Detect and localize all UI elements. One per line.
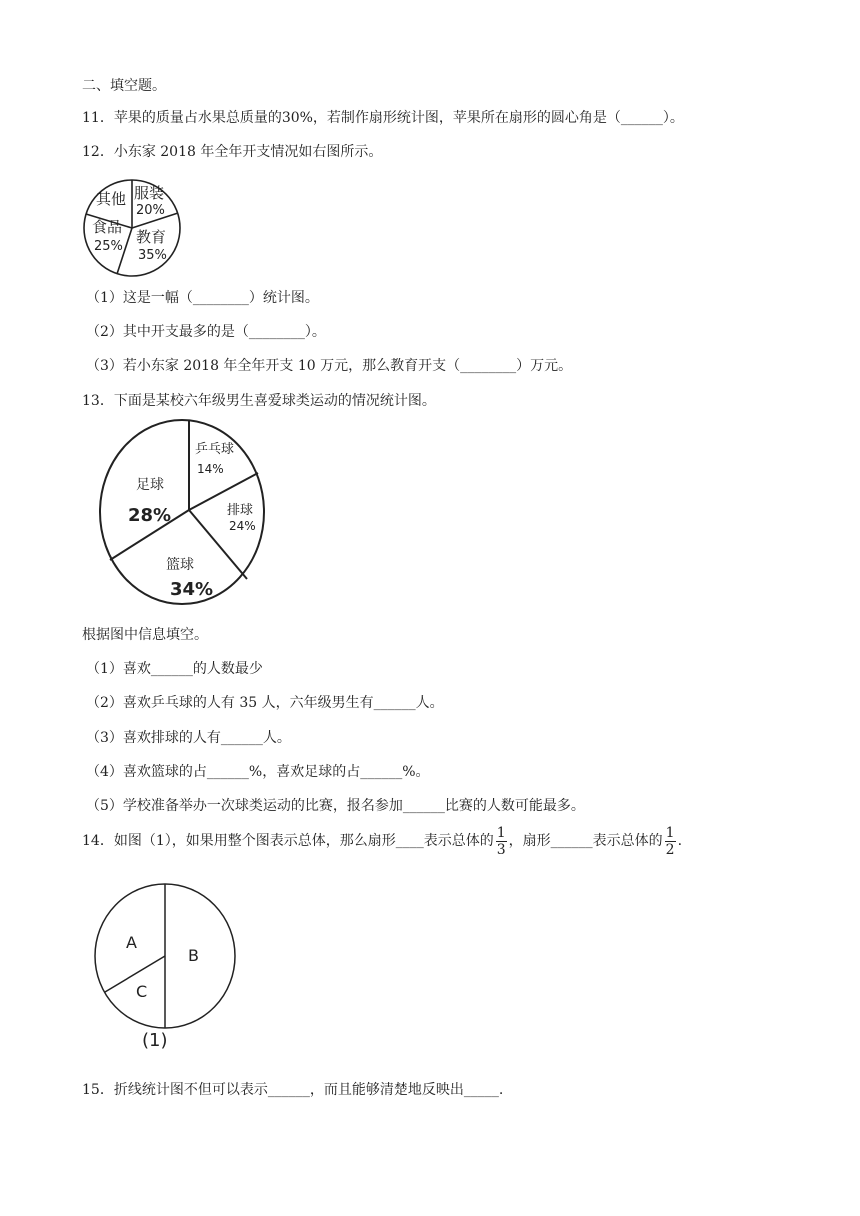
question-12-part-1: （1）这是一幅（________）统计图。 bbox=[86, 290, 319, 306]
pie-label: 足球 bbox=[136, 477, 164, 493]
question-12-part-3: （3）若小东家 2018 年全年开支 10 万元，那么教育开支（________）万元。 bbox=[86, 358, 573, 374]
question-12-part-2: （2）其中开支最多的是（________）。 bbox=[86, 324, 326, 340]
pie-label: 14% bbox=[197, 462, 224, 476]
question-13-part-3: （3）喜欢排球的人有______人。 bbox=[86, 730, 291, 746]
question-13-instruction: 根据图中信息填空。 bbox=[82, 627, 208, 643]
question-13-part-4: （4）喜欢篮球的占______%，喜欢足球的占______%。 bbox=[86, 764, 430, 780]
pie-label: 教育 bbox=[136, 228, 167, 246]
pie-label: 排球 bbox=[227, 503, 254, 518]
fraction-one-half: $\frac{1}{2}$ bbox=[665, 824, 675, 858]
figure-caption: (1) bbox=[142, 1030, 168, 1051]
pie-label: 25% bbox=[94, 239, 123, 254]
question-12: 12．小东家 2018 年全年开支情况如右图所示。 bbox=[82, 144, 383, 160]
pie-label: 服装 bbox=[134, 184, 165, 202]
pie-label: 其他 bbox=[96, 190, 127, 208]
question-13: 13．下面是某校六年级男生喜爱球类运动的情况统计图。 bbox=[82, 393, 436, 409]
question-15: 15．折线统计图不但可以表示______，而且能够清楚地反映出_____. bbox=[82, 1082, 504, 1098]
sector-label-c: C bbox=[136, 982, 148, 1001]
question-14 bbox=[82, 822, 682, 860]
pie-label: 食品 bbox=[92, 218, 123, 236]
pie-label: 乒乓球 bbox=[195, 442, 235, 457]
pie-label: 20% bbox=[136, 203, 165, 218]
sector-figure bbox=[90, 880, 240, 1055]
pie-label: 28% bbox=[128, 505, 172, 526]
question-13-part-1: （1）喜欢______的人数最少 bbox=[86, 661, 263, 677]
pie-label: 35% bbox=[138, 248, 167, 263]
fraction-one-third: $\frac{1}{3}$ bbox=[496, 824, 506, 858]
question-13-part-5: （5）学校准备举办一次球类运动的比赛，报名参加______比赛的人数可能最多。 bbox=[86, 798, 585, 814]
question-11: 11．苹果的质量占水果总质量的30%，若制作扇形统计图，苹果所在扇形的圆心角是（______）。 bbox=[82, 110, 684, 126]
pie-label: 24% bbox=[229, 519, 256, 533]
sector-label-b: B bbox=[188, 946, 199, 965]
sports-pie-chart bbox=[98, 417, 266, 609]
pie-label: 34% bbox=[170, 579, 214, 600]
sector-label-a: A bbox=[126, 933, 137, 952]
section-title: 二、填空题。 bbox=[82, 78, 166, 94]
question-14-text-b: ，扇形______表示总体的 bbox=[508, 833, 663, 849]
question-14-text-a: 14．如图（1），如果用整个图表示总体，那么扇形____表示总体的 bbox=[82, 833, 494, 849]
expense-pie-chart bbox=[80, 176, 184, 280]
pie-label: 篮球 bbox=[166, 557, 194, 573]
question-14-text-c: . bbox=[677, 833, 683, 849]
question-13-part-2: （2）喜欢乒乓球的人有 35 人，六年级男生有______人。 bbox=[86, 695, 444, 711]
